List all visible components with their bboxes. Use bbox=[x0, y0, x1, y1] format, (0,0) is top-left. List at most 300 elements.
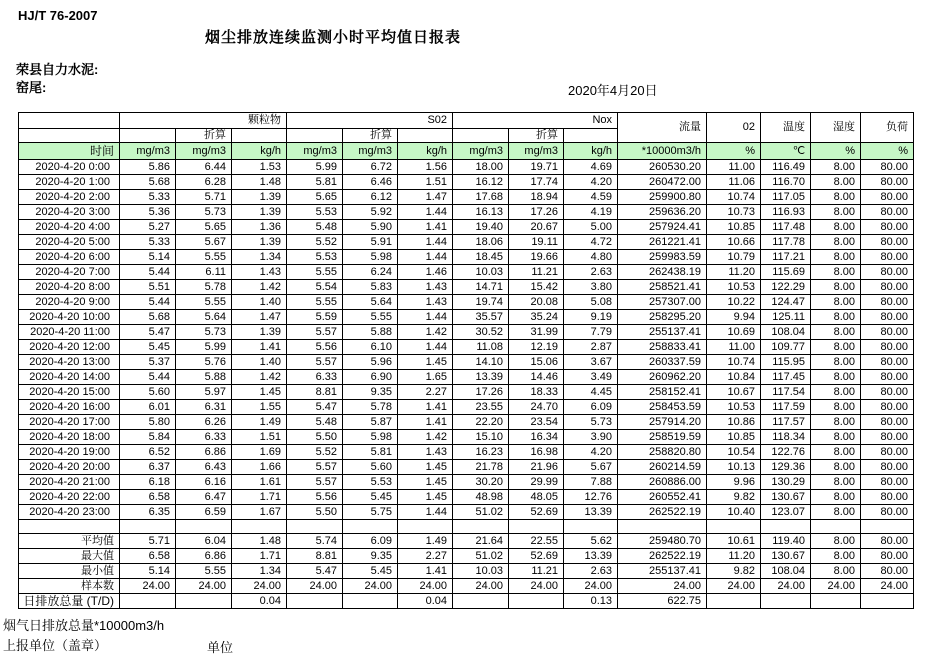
value-cell: 8.00 bbox=[811, 415, 861, 430]
value-cell: 1.42 bbox=[232, 280, 287, 295]
value-cell: 5.98 bbox=[343, 430, 398, 445]
value-cell: 24.00 bbox=[811, 579, 861, 594]
value-cell: 6.58 bbox=[120, 549, 176, 564]
value-cell: 35.57 bbox=[453, 310, 509, 325]
value-cell: 258453.59 bbox=[618, 400, 707, 415]
table-row-label: 2020-4-20 9:00 bbox=[19, 295, 120, 310]
table-row bbox=[19, 475, 914, 490]
value-cell: 8.00 bbox=[811, 250, 861, 265]
value-cell: 80.00 bbox=[861, 160, 914, 175]
value-cell: 5.51 bbox=[120, 280, 176, 295]
value-cell: 11.00 bbox=[707, 340, 761, 355]
value-cell bbox=[120, 520, 176, 534]
value-cell: 24.00 bbox=[232, 579, 287, 594]
table-row-label: 2020-4-20 18:00 bbox=[19, 430, 120, 445]
value-cell: 80.00 bbox=[861, 549, 914, 564]
value-cell: 1.71 bbox=[232, 549, 287, 564]
value-cell: 6.37 bbox=[120, 460, 176, 475]
value-cell bbox=[453, 520, 509, 534]
value-cell: 257914.20 bbox=[618, 415, 707, 430]
value-cell: 1.65 bbox=[398, 370, 453, 385]
value-cell: 1.43 bbox=[232, 265, 287, 280]
value-cell: 48.98 bbox=[453, 490, 509, 505]
value-cell: 262522.19 bbox=[618, 549, 707, 564]
table-row bbox=[19, 160, 914, 175]
value-cell: 80.00 bbox=[861, 205, 914, 220]
value-cell: 6.86 bbox=[176, 445, 232, 460]
value-cell: 5.80 bbox=[120, 415, 176, 430]
value-cell: 260214.59 bbox=[618, 460, 707, 475]
value-cell: 24.00 bbox=[343, 579, 398, 594]
value-cell: 1.41 bbox=[398, 220, 453, 235]
value-cell: 10.61 bbox=[707, 534, 761, 549]
value-cell: 130.29 bbox=[761, 475, 811, 490]
value-cell: 6.35 bbox=[120, 505, 176, 520]
unit-nox-kgh: kg/h bbox=[564, 143, 618, 160]
value-cell: 8.00 bbox=[811, 534, 861, 549]
value-cell: 258152.41 bbox=[618, 385, 707, 400]
value-cell: 10.84 bbox=[707, 370, 761, 385]
value-cell: 6.58 bbox=[120, 490, 176, 505]
value-cell: 4.59 bbox=[564, 190, 618, 205]
value-cell: 9.82 bbox=[707, 564, 761, 579]
value-cell: 7.88 bbox=[564, 475, 618, 490]
value-cell: 1.69 bbox=[232, 445, 287, 460]
value-cell: 5.48 bbox=[287, 220, 343, 235]
value-cell: 1.44 bbox=[398, 205, 453, 220]
value-cell: 8.00 bbox=[811, 549, 861, 564]
value-cell: 5.67 bbox=[564, 460, 618, 475]
nox-converted-label: 折算 bbox=[509, 129, 564, 143]
value-cell: 5.55 bbox=[287, 295, 343, 310]
value-cell: 24.00 bbox=[453, 579, 509, 594]
company-name: 荣县自力水泥: bbox=[16, 62, 99, 77]
value-cell: 1.55 bbox=[232, 400, 287, 415]
value-cell: 115.95 bbox=[761, 355, 811, 370]
value-cell: 6.72 bbox=[343, 160, 398, 175]
summary-row-label: 最大值 bbox=[19, 549, 120, 564]
value-cell: 262522.19 bbox=[618, 505, 707, 520]
value-cell: 117.59 bbox=[761, 400, 811, 415]
summary-row-label: 平均值 bbox=[19, 534, 120, 549]
value-cell: 1.44 bbox=[398, 505, 453, 520]
value-cell: 6.26 bbox=[176, 415, 232, 430]
value-cell: 5.71 bbox=[120, 534, 176, 549]
value-cell: 16.13 bbox=[453, 205, 509, 220]
table-row-label: 2020-4-20 2:00 bbox=[19, 190, 120, 205]
value-cell: 8.00 bbox=[811, 175, 861, 190]
value-cell: 5.50 bbox=[287, 505, 343, 520]
value-cell bbox=[618, 520, 707, 534]
value-cell: 5.88 bbox=[343, 325, 398, 340]
flue-gas-daily-total-note: 烟气日排放总量*10000m3/h bbox=[3, 618, 165, 633]
value-cell: 5.55 bbox=[287, 265, 343, 280]
value-cell: 6.33 bbox=[176, 430, 232, 445]
value-cell: 5.75 bbox=[343, 505, 398, 520]
unit-pm: mg/m3 bbox=[120, 143, 176, 160]
value-cell: 12.19 bbox=[509, 340, 564, 355]
value-cell: 124.47 bbox=[761, 295, 811, 310]
value-cell: 31.99 bbox=[509, 325, 564, 340]
value-cell: 8.81 bbox=[287, 549, 343, 564]
value-cell: 19.71 bbox=[509, 160, 564, 175]
value-cell: 3.67 bbox=[564, 355, 618, 370]
value-cell: 6.28 bbox=[176, 175, 232, 190]
value-cell: 1.34 bbox=[232, 250, 287, 265]
value-cell: 8.00 bbox=[811, 280, 861, 295]
value-cell: 4.19 bbox=[564, 205, 618, 220]
value-cell: 51.02 bbox=[453, 549, 509, 564]
col-group-so2: S02 bbox=[287, 113, 453, 129]
value-cell: 80.00 bbox=[861, 430, 914, 445]
table-row-label: 2020-4-20 0:00 bbox=[19, 160, 120, 175]
value-cell: 24.00 bbox=[398, 579, 453, 594]
value-cell: 6.10 bbox=[343, 340, 398, 355]
value-cell: 1.66 bbox=[232, 460, 287, 475]
value-cell: 8.00 bbox=[811, 445, 861, 460]
value-cell: 0.13 bbox=[564, 594, 618, 609]
value-cell: 1.42 bbox=[232, 370, 287, 385]
value-cell: 5.45 bbox=[120, 340, 176, 355]
value-cell: 5.68 bbox=[120, 310, 176, 325]
value-cell: 80.00 bbox=[861, 310, 914, 325]
standard-code: HJ/T 76-2007 bbox=[18, 8, 98, 23]
col-header-humidity: 湿度 bbox=[811, 113, 861, 143]
value-cell: 80.00 bbox=[861, 250, 914, 265]
value-cell: 1.41 bbox=[398, 400, 453, 415]
value-cell: 5.57 bbox=[287, 460, 343, 475]
table-row-label: 2020-4-20 23:00 bbox=[19, 505, 120, 520]
value-cell: 5.71 bbox=[176, 190, 232, 205]
value-cell: 1.51 bbox=[232, 430, 287, 445]
value-cell: 6.01 bbox=[120, 400, 176, 415]
value-cell: 5.14 bbox=[120, 250, 176, 265]
table-row bbox=[19, 385, 914, 400]
value-cell bbox=[861, 520, 914, 534]
value-cell: 30.52 bbox=[453, 325, 509, 340]
value-cell: 17.74 bbox=[509, 175, 564, 190]
value-cell: 80.00 bbox=[861, 295, 914, 310]
value-cell: 622.75 bbox=[618, 594, 707, 609]
value-cell: 4.80 bbox=[564, 250, 618, 265]
value-cell: 1.44 bbox=[398, 235, 453, 250]
unit-label: 单位 bbox=[207, 640, 234, 655]
value-cell: 5.91 bbox=[343, 235, 398, 250]
value-cell: 16.34 bbox=[509, 430, 564, 445]
value-cell: 117.48 bbox=[761, 220, 811, 235]
value-cell: 5.99 bbox=[176, 340, 232, 355]
pm-converted-label: 折算 bbox=[176, 129, 232, 143]
value-cell: 2.63 bbox=[564, 564, 618, 579]
value-cell: 80.00 bbox=[861, 280, 914, 295]
value-cell: 5.53 bbox=[287, 250, 343, 265]
value-cell bbox=[761, 594, 811, 609]
value-cell: 80.00 bbox=[861, 340, 914, 355]
value-cell: 1.41 bbox=[398, 415, 453, 430]
empty-header-cell bbox=[120, 129, 176, 143]
value-cell: 80.00 bbox=[861, 325, 914, 340]
value-cell: 109.77 bbox=[761, 340, 811, 355]
value-cell: 6.46 bbox=[343, 175, 398, 190]
value-cell: 1.42 bbox=[398, 325, 453, 340]
value-cell: 258521.41 bbox=[618, 280, 707, 295]
value-cell: 5.54 bbox=[287, 280, 343, 295]
value-cell: 10.67 bbox=[707, 385, 761, 400]
table-row-label: 2020-4-20 21:00 bbox=[19, 475, 120, 490]
value-cell: 8.00 bbox=[811, 190, 861, 205]
value-cell: 259983.59 bbox=[618, 250, 707, 265]
value-cell: 123.07 bbox=[761, 505, 811, 520]
value-cell: 5.67 bbox=[176, 235, 232, 250]
value-cell: 80.00 bbox=[861, 370, 914, 385]
value-cell: 5.73 bbox=[176, 325, 232, 340]
value-cell: 9.96 bbox=[707, 475, 761, 490]
value-cell: 10.74 bbox=[707, 355, 761, 370]
value-cell: 255137.41 bbox=[618, 325, 707, 340]
value-cell: 1.41 bbox=[232, 340, 287, 355]
value-cell: 10.53 bbox=[707, 280, 761, 295]
value-cell: 260472.00 bbox=[618, 175, 707, 190]
value-cell: 5.64 bbox=[343, 295, 398, 310]
value-cell: 8.00 bbox=[811, 370, 861, 385]
value-cell: 260337.59 bbox=[618, 355, 707, 370]
value-cell: 1.47 bbox=[232, 310, 287, 325]
value-cell: 5.52 bbox=[287, 235, 343, 250]
value-cell: 11.21 bbox=[509, 265, 564, 280]
value-cell: 24.00 bbox=[176, 579, 232, 594]
unit-so2: mg/m3 bbox=[287, 143, 343, 160]
value-cell: 125.11 bbox=[761, 310, 811, 325]
value-cell: 11.21 bbox=[509, 564, 564, 579]
value-cell: 18.94 bbox=[509, 190, 564, 205]
value-cell: 5.55 bbox=[343, 310, 398, 325]
value-cell: 18.00 bbox=[453, 160, 509, 175]
value-cell: 6.33 bbox=[287, 370, 343, 385]
col-header-o2: 02 bbox=[707, 113, 761, 143]
value-cell: 5.45 bbox=[343, 490, 398, 505]
value-cell: 5.56 bbox=[287, 490, 343, 505]
table-row-label: 2020-4-20 13:00 bbox=[19, 355, 120, 370]
value-cell: 6.24 bbox=[343, 265, 398, 280]
value-cell: 5.59 bbox=[287, 310, 343, 325]
value-cell: 15.06 bbox=[509, 355, 564, 370]
value-cell: 23.55 bbox=[453, 400, 509, 415]
value-cell: 259636.20 bbox=[618, 205, 707, 220]
value-cell: 8.00 bbox=[811, 385, 861, 400]
value-cell: 14.71 bbox=[453, 280, 509, 295]
value-cell: 1.51 bbox=[398, 175, 453, 190]
value-cell: 11.20 bbox=[707, 265, 761, 280]
table-row-label: 2020-4-20 16:00 bbox=[19, 400, 120, 415]
value-cell: 8.00 bbox=[811, 490, 861, 505]
daily-total-row-label: 日排放总量 (T/D) bbox=[19, 594, 120, 609]
table-row bbox=[19, 295, 914, 310]
value-cell: 5.55 bbox=[176, 295, 232, 310]
table-row-label: 2020-4-20 1:00 bbox=[19, 175, 120, 190]
value-cell: 5.88 bbox=[176, 370, 232, 385]
table-row-label: 2020-4-20 3:00 bbox=[19, 205, 120, 220]
value-cell: 1.40 bbox=[232, 355, 287, 370]
value-cell: 5.53 bbox=[287, 205, 343, 220]
value-cell: 24.00 bbox=[120, 579, 176, 594]
value-cell: 24.00 bbox=[509, 579, 564, 594]
value-cell: 24.00 bbox=[861, 579, 914, 594]
value-cell: 1.39 bbox=[232, 235, 287, 250]
value-cell: 5.92 bbox=[343, 205, 398, 220]
value-cell bbox=[707, 594, 761, 609]
empty-header-cell bbox=[398, 129, 453, 143]
unit-flow: *10000m3/h bbox=[618, 143, 707, 160]
col-group-nox: Nox bbox=[453, 113, 618, 129]
value-cell: 10.79 bbox=[707, 250, 761, 265]
value-cell: 6.09 bbox=[564, 400, 618, 415]
value-cell: 22.55 bbox=[509, 534, 564, 549]
report-date: 2020年4月20日 bbox=[568, 83, 658, 98]
summary-row-label: 最小值 bbox=[19, 564, 120, 579]
header-group-row bbox=[19, 113, 914, 129]
empty-header-cell bbox=[19, 113, 120, 129]
value-cell: 5.55 bbox=[176, 250, 232, 265]
value-cell: 1.47 bbox=[398, 190, 453, 205]
value-cell: 8.00 bbox=[811, 460, 861, 475]
value-cell: 48.05 bbox=[509, 490, 564, 505]
value-cell bbox=[453, 594, 509, 609]
value-cell: 20.08 bbox=[509, 295, 564, 310]
value-cell: 10.74 bbox=[707, 190, 761, 205]
value-cell: 119.40 bbox=[761, 534, 811, 549]
unit-pm-converted: mg/m3 bbox=[176, 143, 232, 160]
value-cell: 11.20 bbox=[707, 549, 761, 564]
value-cell: 5.64 bbox=[176, 310, 232, 325]
value-cell: 1.44 bbox=[398, 340, 453, 355]
table-row bbox=[19, 250, 914, 265]
value-cell: 80.00 bbox=[861, 415, 914, 430]
value-cell: 5.00 bbox=[564, 220, 618, 235]
value-cell: 8.00 bbox=[811, 400, 861, 415]
value-cell: 1.43 bbox=[398, 280, 453, 295]
unit-temperature: ℃ bbox=[761, 143, 811, 160]
value-cell bbox=[811, 520, 861, 534]
value-cell: 4.20 bbox=[564, 175, 618, 190]
value-cell: 5.36 bbox=[120, 205, 176, 220]
value-cell: 257924.41 bbox=[618, 220, 707, 235]
col-header-load: 负荷 bbox=[861, 113, 914, 143]
value-cell: 80.00 bbox=[861, 490, 914, 505]
value-cell: 5.55 bbox=[176, 564, 232, 579]
value-cell: 5.84 bbox=[120, 430, 176, 445]
unit-humidity: % bbox=[811, 143, 861, 160]
table-row bbox=[19, 460, 914, 475]
summary-row-label: 样本数 bbox=[19, 579, 120, 594]
value-cell: 116.70 bbox=[761, 175, 811, 190]
table-row bbox=[19, 235, 914, 250]
value-cell: 20.67 bbox=[509, 220, 564, 235]
unit-nox-converted: mg/m3 bbox=[509, 143, 564, 160]
table-row bbox=[19, 220, 914, 235]
value-cell: 5.65 bbox=[287, 190, 343, 205]
value-cell: 80.00 bbox=[861, 235, 914, 250]
value-cell: 10.03 bbox=[453, 564, 509, 579]
so2-converted-label: 折算 bbox=[343, 129, 398, 143]
value-cell: 1.45 bbox=[398, 490, 453, 505]
value-cell: 262438.19 bbox=[618, 265, 707, 280]
empty-header-cell bbox=[564, 129, 618, 143]
value-cell: 117.05 bbox=[761, 190, 811, 205]
value-cell: 5.47 bbox=[120, 325, 176, 340]
value-cell: 8.00 bbox=[811, 505, 861, 520]
value-cell: 5.44 bbox=[120, 295, 176, 310]
value-cell: 15.42 bbox=[509, 280, 564, 295]
empty-header-cell bbox=[287, 129, 343, 143]
value-cell: 9.35 bbox=[343, 385, 398, 400]
value-cell: 5.60 bbox=[120, 385, 176, 400]
reporting-unit-label: 上报单位（盖章） bbox=[3, 638, 108, 653]
value-cell: 6.09 bbox=[343, 534, 398, 549]
value-cell: 15.10 bbox=[453, 430, 509, 445]
value-cell: 11.00 bbox=[707, 160, 761, 175]
value-cell: 13.39 bbox=[453, 370, 509, 385]
summary-row bbox=[19, 579, 914, 594]
value-cell: 1.34 bbox=[232, 564, 287, 579]
value-cell: 1.40 bbox=[232, 295, 287, 310]
value-cell: 10.22 bbox=[707, 295, 761, 310]
value-cell: 8.00 bbox=[811, 430, 861, 445]
value-cell: 5.57 bbox=[287, 475, 343, 490]
value-cell: 3.90 bbox=[564, 430, 618, 445]
table-row-label: 2020-4-20 5:00 bbox=[19, 235, 120, 250]
summary-row bbox=[19, 564, 914, 579]
value-cell: 1.36 bbox=[232, 220, 287, 235]
table-row bbox=[19, 445, 914, 460]
value-cell: 24.00 bbox=[618, 579, 707, 594]
value-cell: 6.43 bbox=[176, 460, 232, 475]
value-cell: 1.42 bbox=[398, 430, 453, 445]
value-cell: 5.97 bbox=[176, 385, 232, 400]
table-row bbox=[19, 190, 914, 205]
unit-nox: mg/m3 bbox=[453, 143, 509, 160]
value-cell: 52.69 bbox=[509, 549, 564, 564]
value-cell: 5.44 bbox=[120, 370, 176, 385]
value-cell: 5.83 bbox=[343, 280, 398, 295]
value-cell: 4.72 bbox=[564, 235, 618, 250]
value-cell: 5.47 bbox=[287, 564, 343, 579]
unit-load: % bbox=[861, 143, 914, 160]
value-cell: 1.56 bbox=[398, 160, 453, 175]
value-cell: 1.48 bbox=[232, 175, 287, 190]
value-cell: 1.46 bbox=[398, 265, 453, 280]
value-cell: 5.99 bbox=[287, 160, 343, 175]
value-cell: 80.00 bbox=[861, 265, 914, 280]
value-cell: 1.41 bbox=[398, 564, 453, 579]
value-cell: 10.69 bbox=[707, 325, 761, 340]
value-cell: 117.57 bbox=[761, 415, 811, 430]
value-cell: 116.49 bbox=[761, 160, 811, 175]
value-cell bbox=[861, 594, 914, 609]
value-cell: 21.64 bbox=[453, 534, 509, 549]
value-cell: 17.26 bbox=[453, 385, 509, 400]
value-cell: 80.00 bbox=[861, 460, 914, 475]
value-cell: 6.04 bbox=[176, 534, 232, 549]
spacer-row-label bbox=[19, 520, 120, 534]
value-cell bbox=[343, 520, 398, 534]
value-cell: 6.12 bbox=[343, 190, 398, 205]
monitoring-table bbox=[18, 112, 914, 609]
table-row-label: 2020-4-20 4:00 bbox=[19, 220, 120, 235]
value-cell: 8.00 bbox=[811, 220, 861, 235]
value-cell: 259900.80 bbox=[618, 190, 707, 205]
value-cell: 10.40 bbox=[707, 505, 761, 520]
daily-total-row bbox=[19, 594, 914, 609]
